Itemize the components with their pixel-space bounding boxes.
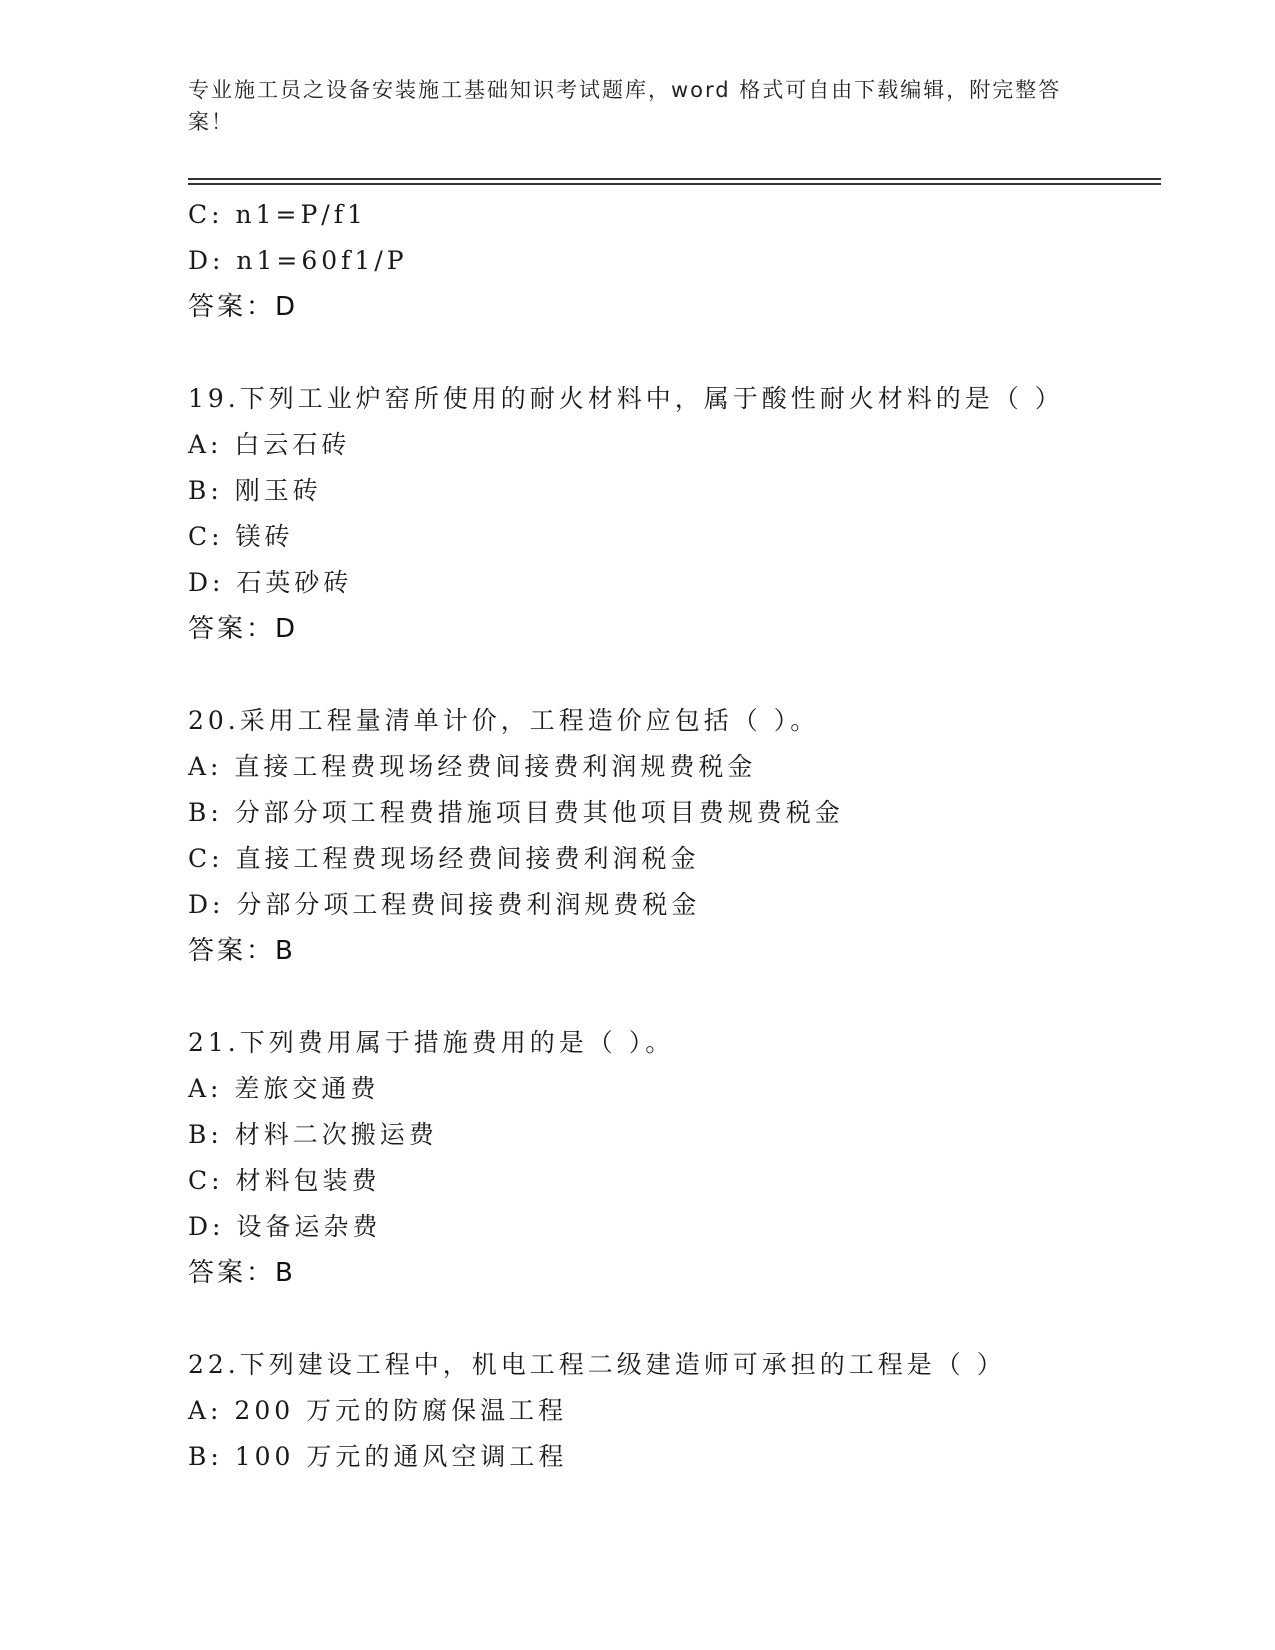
header-divider-bottom <box>188 183 1161 185</box>
option-d: D: 设备运杂费 <box>188 1212 382 1241</box>
document-header: 专业施工员之设备安装施工基础知识考试题库，word 格式可自由下载编辑，附完整答案！ <box>188 78 1062 134</box>
question-18-partial <box>188 192 1168 330</box>
answer: 答案：D <box>188 614 299 644</box>
question-stem: 22.下列建设工程中，机电工程二级建造师可承担的工程是（ ） <box>188 1350 1006 1379</box>
option-d: D: 石英砂砖 <box>188 568 353 597</box>
option-a: A: 白云石砖 <box>188 430 351 459</box>
option-b: B: 分部分项工程费措施项目费其他项目费规费税金 <box>188 798 844 827</box>
option-a: A: 200 万元的防腐保温工程 <box>188 1396 568 1425</box>
option-b: B: 材料二次搬运费 <box>188 1120 438 1149</box>
option-b: B: 100 万元的通风空调工程 <box>188 1442 568 1471</box>
question-list <box>188 192 1168 1480</box>
question-stem: 21.下列费用属于措施费用的是（ ）。 <box>188 1028 675 1057</box>
option-d: D: n1=60f1/P <box>188 246 408 275</box>
answer: 答案：D <box>188 292 299 322</box>
option-c: C: 镁砖 <box>188 522 294 551</box>
option-b: B: 刚玉砖 <box>188 476 322 505</box>
question-stem: 19.下列工业炉窑所使用的耐火材料中，属于酸性耐火材料的是（ ） <box>188 384 1064 413</box>
option-c: C: 直接工程费现场经费间接费利润税金 <box>188 844 700 873</box>
answer: 答案：B <box>188 936 296 966</box>
option-a: A: 直接工程费现场经费间接费利润规费税金 <box>188 752 757 781</box>
option-c: C: 材料包装费 <box>188 1166 381 1195</box>
question-21 <box>188 1020 1168 1296</box>
option-a: A: 差旅交通费 <box>188 1074 380 1103</box>
header-divider-top <box>188 178 1161 180</box>
answer: 答案：B <box>188 1258 296 1288</box>
option-c: C: n1=P/f1 <box>188 200 367 229</box>
question-19 <box>188 376 1168 652</box>
question-20 <box>188 698 1168 974</box>
question-stem: 20.采用工程量清单计价，工程造价应包括（ ）。 <box>188 706 820 735</box>
option-d: D: 分部分项工程费间接费利润规费税金 <box>188 890 701 919</box>
question-22 <box>188 1342 1168 1480</box>
